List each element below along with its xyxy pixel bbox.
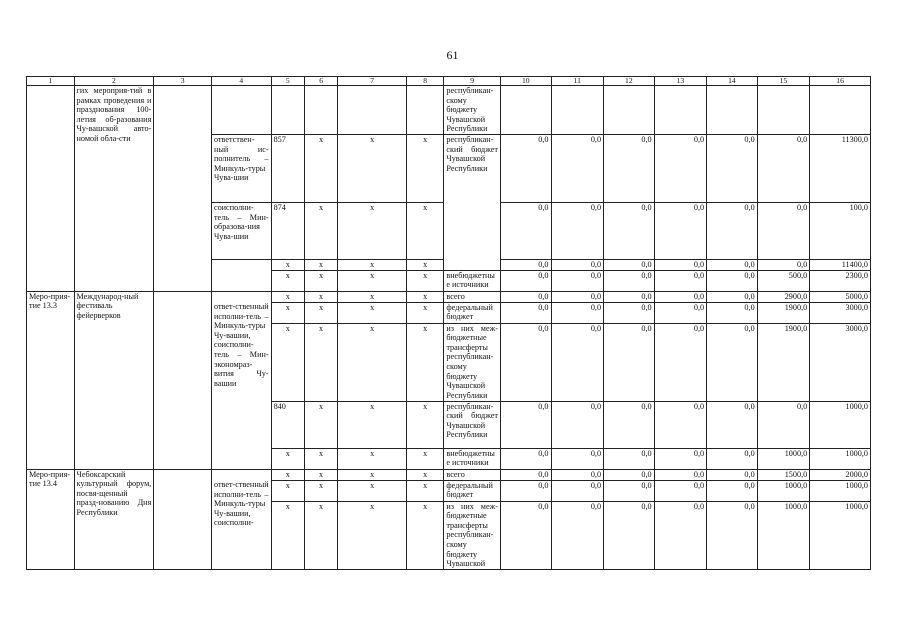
value-cell: 0,0 <box>757 259 810 270</box>
code-cell: x <box>338 291 407 302</box>
header-cell: 6 <box>304 77 337 86</box>
funding-source-cell: республикан-скому бюджету Чувашской Республики <box>444 86 501 135</box>
value-cell: 0,0 <box>551 134 604 202</box>
code-cell: x <box>338 134 407 202</box>
value-cell: 0,0 <box>654 291 707 302</box>
value-cell: 2000,0 <box>810 469 871 480</box>
code-cell: x <box>271 480 304 501</box>
value-cell: 1000,0 <box>757 448 810 469</box>
cell-blank <box>211 291 271 302</box>
value-cell: 0,0 <box>551 202 604 259</box>
value-cell: 0,0 <box>707 323 758 401</box>
code-cell: 874 <box>271 202 304 259</box>
value-cell: 0,0 <box>551 323 604 401</box>
value-cell: 11300,0 <box>810 134 871 202</box>
code-cell: x <box>406 134 443 202</box>
code-cell: x <box>406 401 443 448</box>
code-cell: x <box>304 270 337 291</box>
value-cell: 0,0 <box>604 448 655 469</box>
event-name-cell: Международ-ный фестиваль фейерверков <box>74 291 154 469</box>
code-cell: x <box>304 302 337 323</box>
value-cell: 0,0 <box>654 259 707 270</box>
header-cell: 15 <box>757 77 810 86</box>
header-cell: 12 <box>604 77 655 86</box>
event-name-cell: Чебоксарский культурный форум, посвя-щенный празд-нованию Дня Республики <box>74 469 154 569</box>
header-cell: 8 <box>406 77 443 86</box>
code-cell: x <box>271 259 304 270</box>
value-cell: 0,0 <box>551 448 604 469</box>
value-cell: 0,0 <box>500 469 551 480</box>
value-cell: 0,0 <box>604 270 655 291</box>
value-cell: 0,0 <box>604 302 655 323</box>
code-cell: x <box>304 501 337 569</box>
value-cell: 3000,0 <box>810 302 871 323</box>
value-cell: 2900,0 <box>757 291 810 302</box>
code-cell: x <box>271 469 304 480</box>
value-cell: 1000,0 <box>757 501 810 569</box>
value-cell: 3000,0 <box>810 323 871 401</box>
value-cell: 0,0 <box>500 323 551 401</box>
value-cell: 0,0 <box>654 323 707 401</box>
value-cell: 0,0 <box>707 480 758 501</box>
value-cell: 0,0 <box>604 501 655 569</box>
value-cell: 0,0 <box>500 270 551 291</box>
cell-blank <box>810 86 871 135</box>
code-cell: x <box>406 501 443 569</box>
header-cell: 9 <box>444 77 501 86</box>
code-cell: x <box>271 323 304 401</box>
value-cell: 0,0 <box>551 270 604 291</box>
cell-blank <box>551 86 604 135</box>
code-cell: x <box>338 202 407 259</box>
code-cell: x <box>406 302 443 323</box>
code-cell: x <box>271 501 304 569</box>
code-cell: x <box>271 270 304 291</box>
value-cell: 1900,0 <box>757 323 810 401</box>
code-cell: x <box>406 259 443 270</box>
code-cell: x <box>304 259 337 270</box>
code-cell: x <box>406 291 443 302</box>
cell-blank <box>604 86 655 135</box>
table-row <box>27 86 871 135</box>
value-cell: 0,0 <box>551 259 604 270</box>
value-cell: 0,0 <box>604 291 655 302</box>
cell-blank <box>707 86 758 135</box>
funding-source-cell: федеральный бюджет <box>444 480 501 501</box>
code-cell: x <box>338 480 407 501</box>
cell-blank <box>654 86 707 135</box>
value-cell: 0,0 <box>654 469 707 480</box>
value-cell: 0,0 <box>604 469 655 480</box>
funding-source-cell: внебюджетные источники <box>444 270 501 291</box>
cell-blank <box>757 86 810 135</box>
value-cell: 0,0 <box>707 448 758 469</box>
header-cell: 11 <box>551 77 604 86</box>
value-cell: 0,0 <box>707 501 758 569</box>
value-cell: 0,0 <box>500 401 551 448</box>
value-cell: 1000,0 <box>757 480 810 501</box>
funding-source-cell: всего <box>444 291 501 302</box>
cell-blank <box>338 86 407 135</box>
header-cell: 5 <box>271 77 304 86</box>
code-cell: x <box>406 480 443 501</box>
value-cell: 0,0 <box>654 202 707 259</box>
executor-cell: соисполни-тель – Мин-образова-ния Чува-шии <box>211 202 271 259</box>
cell-blank <box>211 469 271 480</box>
value-cell: 1500,0 <box>757 469 810 480</box>
code-cell: x <box>304 134 337 202</box>
value-cell: 0,0 <box>757 134 810 202</box>
value-cell: 0,0 <box>654 401 707 448</box>
value-cell: 0,0 <box>500 259 551 270</box>
header-cell: 3 <box>154 77 212 86</box>
code-cell: 857 <box>271 134 304 202</box>
value-cell: 0,0 <box>654 134 707 202</box>
value-cell: 500,0 <box>757 270 810 291</box>
value-cell: 0,0 <box>654 302 707 323</box>
code-cell: x <box>406 202 443 259</box>
header-cell: 7 <box>338 77 407 86</box>
executor-cell: ответ-ственный исполни-тель – Минкуль-туры Чу-вашии, соисполни-тель – Мин-экономраз-вития Чу-вашии <box>211 302 271 469</box>
code-cell: x <box>338 259 407 270</box>
code-cell: x <box>304 448 337 469</box>
code-cell: x <box>338 448 407 469</box>
funding-source-cell: федеральный бюджет <box>444 302 501 323</box>
event-number-cell: Меро-прия-тие 13.4 <box>27 469 75 569</box>
cell-blank <box>154 291 212 469</box>
value-cell: 0,0 <box>551 480 604 501</box>
code-cell: x <box>406 323 443 401</box>
table-row <box>27 469 871 480</box>
cell-blank <box>154 86 212 292</box>
event-name-cell: гих мероприя-тий в рамках проведения и празднования 100-летия об-разования Чу-вашской авто-номой обла-сти <box>74 86 154 292</box>
header-row <box>27 77 871 86</box>
value-cell: 0,0 <box>500 448 551 469</box>
code-cell: x <box>304 469 337 480</box>
value-cell: 0,0 <box>707 401 758 448</box>
value-cell: 0,0 <box>604 259 655 270</box>
value-cell: 5000,0 <box>810 291 871 302</box>
code-cell: x <box>338 323 407 401</box>
code-cell: x <box>271 291 304 302</box>
value-cell: 0,0 <box>604 323 655 401</box>
value-cell: 0,0 <box>500 480 551 501</box>
code-cell: 840 <box>271 401 304 448</box>
table-row <box>27 291 871 302</box>
code-cell: x <box>271 302 304 323</box>
value-cell: 0,0 <box>604 202 655 259</box>
cell-blank <box>271 86 304 135</box>
header-cell: 1 <box>27 77 75 86</box>
value-cell: 1000,0 <box>810 501 871 569</box>
value-cell: 0,0 <box>551 501 604 569</box>
cell-blank <box>406 86 443 135</box>
value-cell: 0,0 <box>707 259 758 270</box>
code-cell: x <box>338 401 407 448</box>
code-cell: x <box>338 501 407 569</box>
cell-blank <box>304 86 337 135</box>
value-cell: 0,0 <box>551 469 604 480</box>
value-cell: 0,0 <box>654 501 707 569</box>
code-cell: x <box>338 302 407 323</box>
value-cell: 0,0 <box>707 202 758 259</box>
value-cell: 0,0 <box>654 480 707 501</box>
code-cell: x <box>338 469 407 480</box>
funding-source-cell: внебюджетные источники <box>444 448 501 469</box>
value-cell: 0,0 <box>500 202 551 259</box>
header-cell: 10 <box>500 77 551 86</box>
code-cell: x <box>406 448 443 469</box>
funding-source-cell: республикан-ский бюджет Чувашской Республики <box>444 134 501 270</box>
value-cell: 1000,0 <box>810 448 871 469</box>
funding-source-cell: из них меж-бюджетные трансферты республикан-скому бюджету Чувашской Республики <box>444 323 501 401</box>
value-cell: 0,0 <box>604 480 655 501</box>
code-cell: x <box>304 202 337 259</box>
value-cell: 1900,0 <box>757 302 810 323</box>
value-cell: 0,0 <box>707 291 758 302</box>
value-cell: 0,0 <box>500 302 551 323</box>
funding-source-cell: всего <box>444 469 501 480</box>
executor-cell: ответ-ственный исполни-тель – Минкуль-туры Чу-вашии, соисполни- <box>211 480 271 569</box>
page-number: 61 <box>446 48 459 62</box>
value-cell: 0,0 <box>500 501 551 569</box>
code-cell: x <box>304 323 337 401</box>
value-cell: 0,0 <box>707 302 758 323</box>
code-cell: x <box>271 448 304 469</box>
value-cell: 100,0 <box>810 202 871 259</box>
value-cell: 0,0 <box>604 401 655 448</box>
value-cell: 0,0 <box>707 469 758 480</box>
header-cell: 4 <box>211 77 271 86</box>
value-cell: 0,0 <box>500 291 551 302</box>
funding-source-cell: из них меж-бюджетные трансферты республикан-скому бюджету Чувашской <box>444 501 501 569</box>
code-cell: x <box>338 270 407 291</box>
code-cell: x <box>304 291 337 302</box>
executor-cell: ответствен-ный ис-полнитель – Минкуль-туры Чува-шии <box>211 134 271 202</box>
value-cell: 1000,0 <box>810 401 871 448</box>
header-cell: 2 <box>74 77 154 86</box>
code-cell: x <box>304 401 337 448</box>
value-cell: 11400,0 <box>810 259 871 270</box>
value-cell: 2300,0 <box>810 270 871 291</box>
value-cell: 0,0 <box>707 134 758 202</box>
header-cell: 14 <box>707 77 758 86</box>
event-number-cell: Меро-прия-тие 13.3 <box>27 291 75 469</box>
value-cell: 0,0 <box>707 270 758 291</box>
cell-blank <box>154 469 212 569</box>
value-cell: 0,0 <box>757 401 810 448</box>
header-cell: 16 <box>810 77 871 86</box>
value-cell: 0,0 <box>551 401 604 448</box>
cell-blank <box>27 86 75 292</box>
value-cell: 1000,0 <box>810 480 871 501</box>
header-cell: 13 <box>654 77 707 86</box>
value-cell: 0,0 <box>551 302 604 323</box>
value-cell: 0,0 <box>654 448 707 469</box>
budget-table <box>26 76 871 570</box>
cell-blank <box>500 86 551 135</box>
code-cell: x <box>406 469 443 480</box>
value-cell: 0,0 <box>654 270 707 291</box>
value-cell: 0,0 <box>551 291 604 302</box>
value-cell: 0,0 <box>500 134 551 202</box>
funding-source-cell: республикан-ский бюджет Чувашской Республики <box>444 401 501 448</box>
value-cell: 0,0 <box>604 134 655 202</box>
code-cell: x <box>304 480 337 501</box>
cell-blank <box>211 86 271 135</box>
code-cell: x <box>406 270 443 291</box>
value-cell: 0,0 <box>757 202 810 259</box>
cell-blank <box>211 259 271 291</box>
